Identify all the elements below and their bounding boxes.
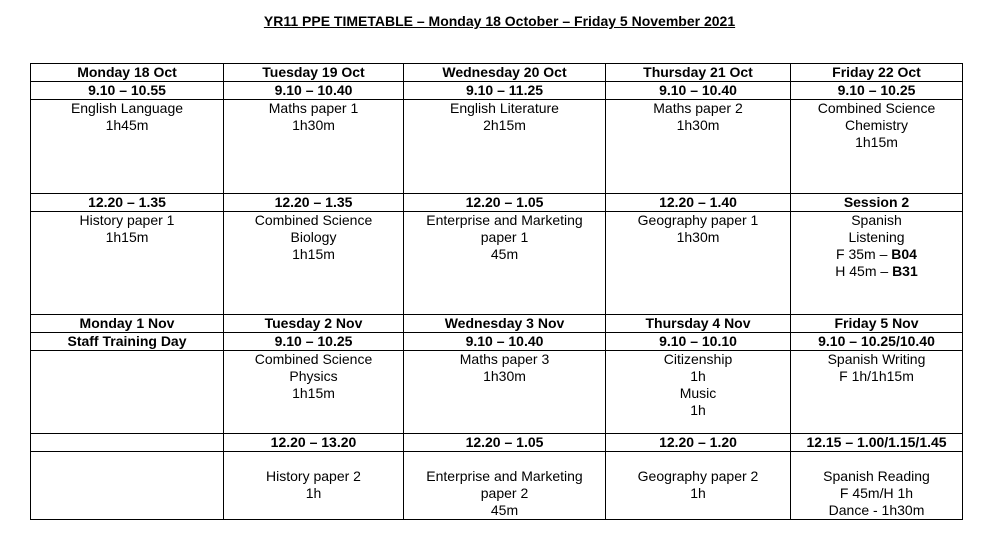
higher-tier-line [795,263,958,280]
session-time: 12.20 – 1.05 [404,194,606,212]
day-header: Friday 22 Oct [791,64,963,82]
foundation-tier-line [795,246,958,263]
exam-cell [404,351,606,434]
exam-cell [404,212,606,315]
exam-subject: Enterprise and Marketing [426,468,583,484]
session-time: 9.10 – 10.25 [791,82,963,100]
exam-duration: 1h [305,485,322,501]
exam-subject: English Language [70,100,184,116]
exam-paper: Chemistry [844,117,908,133]
day-header: Thursday 21 Oct [606,64,791,82]
exam-duration: 1h30m [676,117,720,133]
week2-pm-time-row [31,434,963,452]
exam-subject: Spanish [851,212,902,228]
session-time: 12.20 – 13.20 [224,434,404,452]
session-time: 12.15 – 1.00/1.15/1.45 [791,434,963,452]
exam-duration: 1h15m [292,385,335,401]
day-header: Thursday 4 Nov [606,315,791,333]
exam-subject: Maths paper 2 [653,100,743,116]
exam-subject: Geography paper 1 [637,212,759,228]
exam-subject: Spanish Reading [823,468,930,484]
exam-cell [224,212,404,315]
session-time: 12.20 – 1.35 [224,194,404,212]
exam-cell [404,100,606,194]
exam-duration: 1h [690,402,706,418]
exam-cell [31,351,224,434]
exam-duration: 1h15m [292,246,335,262]
exam-duration: 1h15m [855,134,898,150]
exam-subject: Maths paper 3 [459,351,550,367]
exam-paper: paper 2 [480,485,529,501]
exam-subject: History paper 1 [79,212,175,228]
exam-cell [31,452,224,520]
exam-cell [791,100,963,194]
exam-duration: 2h15m [483,117,526,133]
exam-paper: Biology [290,229,337,245]
session-time: 12.20 – 1.35 [31,194,224,212]
exam-duration: F 1h/1h15m [839,368,914,384]
exam-subject: Combined Science [254,212,373,228]
higher-duration: H 45m – [835,263,893,279]
exam-subject: English Literature [450,100,559,116]
exam-paper: Physics [289,368,338,384]
exam-duration: F 45m/H 1h [839,485,914,501]
timetable-title: YR11 PPE TIMETABLE – Monday 18 October – Friday 5 November 2021 [263,13,736,29]
exam-cell [606,212,791,315]
week1-am-time-row [31,82,963,100]
exam-cell [791,452,963,520]
session-time: 9.10 – 10.40 [224,82,404,100]
session-time: Staff Training Day [31,333,224,351]
exam-cell [224,351,404,434]
week2-day-row [31,315,963,333]
exam-cell [791,212,963,315]
week1-pm-exam-row [31,212,963,315]
day-header: Wednesday 3 Nov [404,315,606,333]
day-header: Friday 5 Nov [791,315,963,333]
exam-duration: 1h30m [292,117,335,133]
week1-pm-time-row [31,194,963,212]
exam-cell [404,452,606,520]
exam-subject: Combined Science [817,100,936,116]
session-time: 9.10 – 10.40 [404,333,606,351]
session-time: 12.20 – 1.40 [606,194,791,212]
session-time: 9.10 – 10.25 [224,333,404,351]
exam-duration: 1h30m [483,368,526,384]
exam-subject: Spanish Writing [827,351,926,367]
exam-duration: 1h [690,485,706,501]
day-header: Monday 1 Nov [31,315,224,333]
session-time [31,434,224,452]
session-time: 9.10 – 10.10 [606,333,791,351]
exam-subject: Geography paper 2 [637,468,759,484]
exam-cell [31,212,224,315]
exam-cell [606,452,791,520]
week1-am-exam-row [31,100,963,194]
exam-duration: 45m [490,502,519,518]
exam-timetable [30,63,963,520]
session-time: Session 2 [791,194,963,212]
session-time: 12.20 – 1.05 [404,434,606,452]
exam-duration: 45m [490,246,519,262]
exam-cell [606,100,791,194]
exam-cell [224,100,404,194]
session-time: 12.20 – 1.20 [606,434,791,452]
session-time: 9.10 – 11.25 [404,82,606,100]
day-header: Monday 18 Oct [31,64,224,82]
exam-subject: Combined Science [254,351,373,367]
exam-subject: Dance - 1h30m [828,502,925,518]
exam-subject: History paper 2 [266,468,361,484]
exam-subject: Citizenship [663,351,733,367]
session-time: 9.10 – 10.25/10.40 [791,333,963,351]
exam-cell [606,351,791,434]
exam-subject: Enterprise and Marketing [426,212,583,228]
exam-duration: 1h15m [105,229,149,245]
exam-cell [31,100,224,194]
week2-pm-exam-row [31,452,963,520]
exam-subject: Music [679,385,717,401]
day-header: Tuesday 19 Oct [224,64,404,82]
exam-duration: 1h [690,368,706,384]
exam-cell [791,351,963,434]
room-label: B04 [891,246,917,262]
session-time: 9.10 – 10.55 [31,82,224,100]
week2-am-time-row [31,333,963,351]
week1-day-row [31,64,963,82]
exam-paper: Listening [848,229,905,245]
day-header: Wednesday 20 Oct [404,64,606,82]
exam-cell [224,452,404,520]
foundation-duration: F 35m – [836,246,892,262]
session-time: 9.10 – 10.40 [606,82,791,100]
exam-subject: Maths paper 1 [268,100,359,116]
week2-am-exam-row [31,351,963,434]
exam-paper: paper 1 [480,229,529,245]
room-label: B31 [892,263,918,279]
day-header: Tuesday 2 Nov [224,315,404,333]
exam-duration: 1h30m [676,229,720,245]
exam-duration: 1h45m [105,117,149,133]
